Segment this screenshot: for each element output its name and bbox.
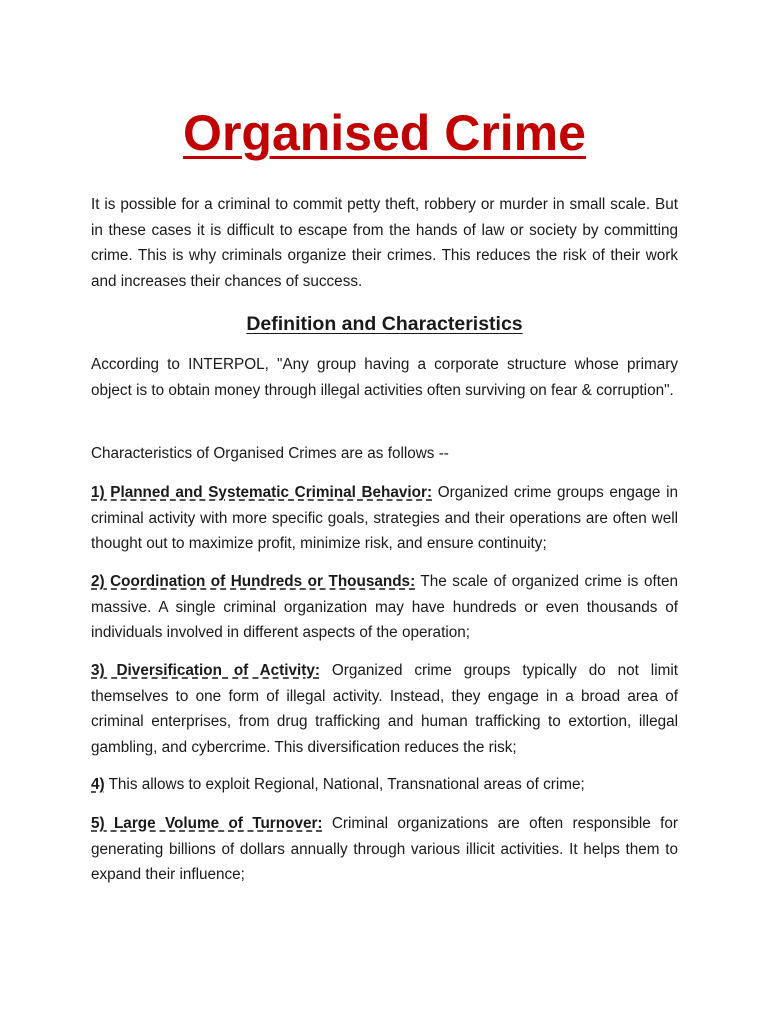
- characteristic-item-1: [91, 480, 678, 557]
- item-text: This allows to exploit Regional, National, Transnational areas of crime;: [104, 776, 585, 793]
- item-text: Organized crime groups typically do not limit themselves to one form of illegal activity. Instead, they engage in a broad area of criminal enterprises, from drug trafficking and human trafficking to extortion, illegal gambling, and cybercrime. This diversification reduces the risk;: [91, 662, 678, 757]
- section-heading: Definition and Characteristics: [246, 313, 523, 335]
- item-lead: 3) Diversification of Activity:: [91, 662, 320, 679]
- item-lead: 4): [91, 776, 105, 793]
- document-title: Organised Crime: [183, 105, 586, 161]
- item-lead: 5) Large Volume of Turnover:: [91, 815, 323, 832]
- item-lead: 1) Planned and Systematic Criminal Behavior:: [91, 484, 433, 501]
- item-text: Criminal organizations are often responsible for generating billions of dollars annually through various illicit activities. It helps them to expand their influence;: [91, 815, 678, 884]
- characteristics-intro: Characteristics of Organised Crimes are as follows --: [91, 445, 449, 462]
- item-text: The scale of organized crime is often massive. A single criminal organization may have hundreds or even thousands of individuals involved in different aspects of the operation;: [91, 573, 678, 642]
- intro-paragraph: It is possible for a criminal to commit petty theft, robbery or murder in small scale. But in these cases it is difficult to escape from the hands of law or society by committing crime. This is why criminals organize their crimes. This reduces the risk of their work and increases their chances of success.: [91, 196, 678, 291]
- characteristic-item-4: [91, 772, 678, 798]
- characteristic-item-2: [91, 569, 678, 646]
- characteristic-item-3: [91, 658, 678, 761]
- characteristic-item-5: [91, 811, 678, 888]
- item-text: Organized crime groups engage in criminal activity with more specific goals, strategies and their operations are often well thought out to maximize profit, minimize risk, and ensure continuity;: [91, 484, 678, 553]
- item-lead: 2) Coordination of Hundreds or Thousands:: [91, 573, 416, 590]
- definition-paragraph: According to INTERPOL, "Any group having a corporate structure whose primary object is to obtain money through illegal activities often surviving on fear & corruption".: [91, 356, 678, 399]
